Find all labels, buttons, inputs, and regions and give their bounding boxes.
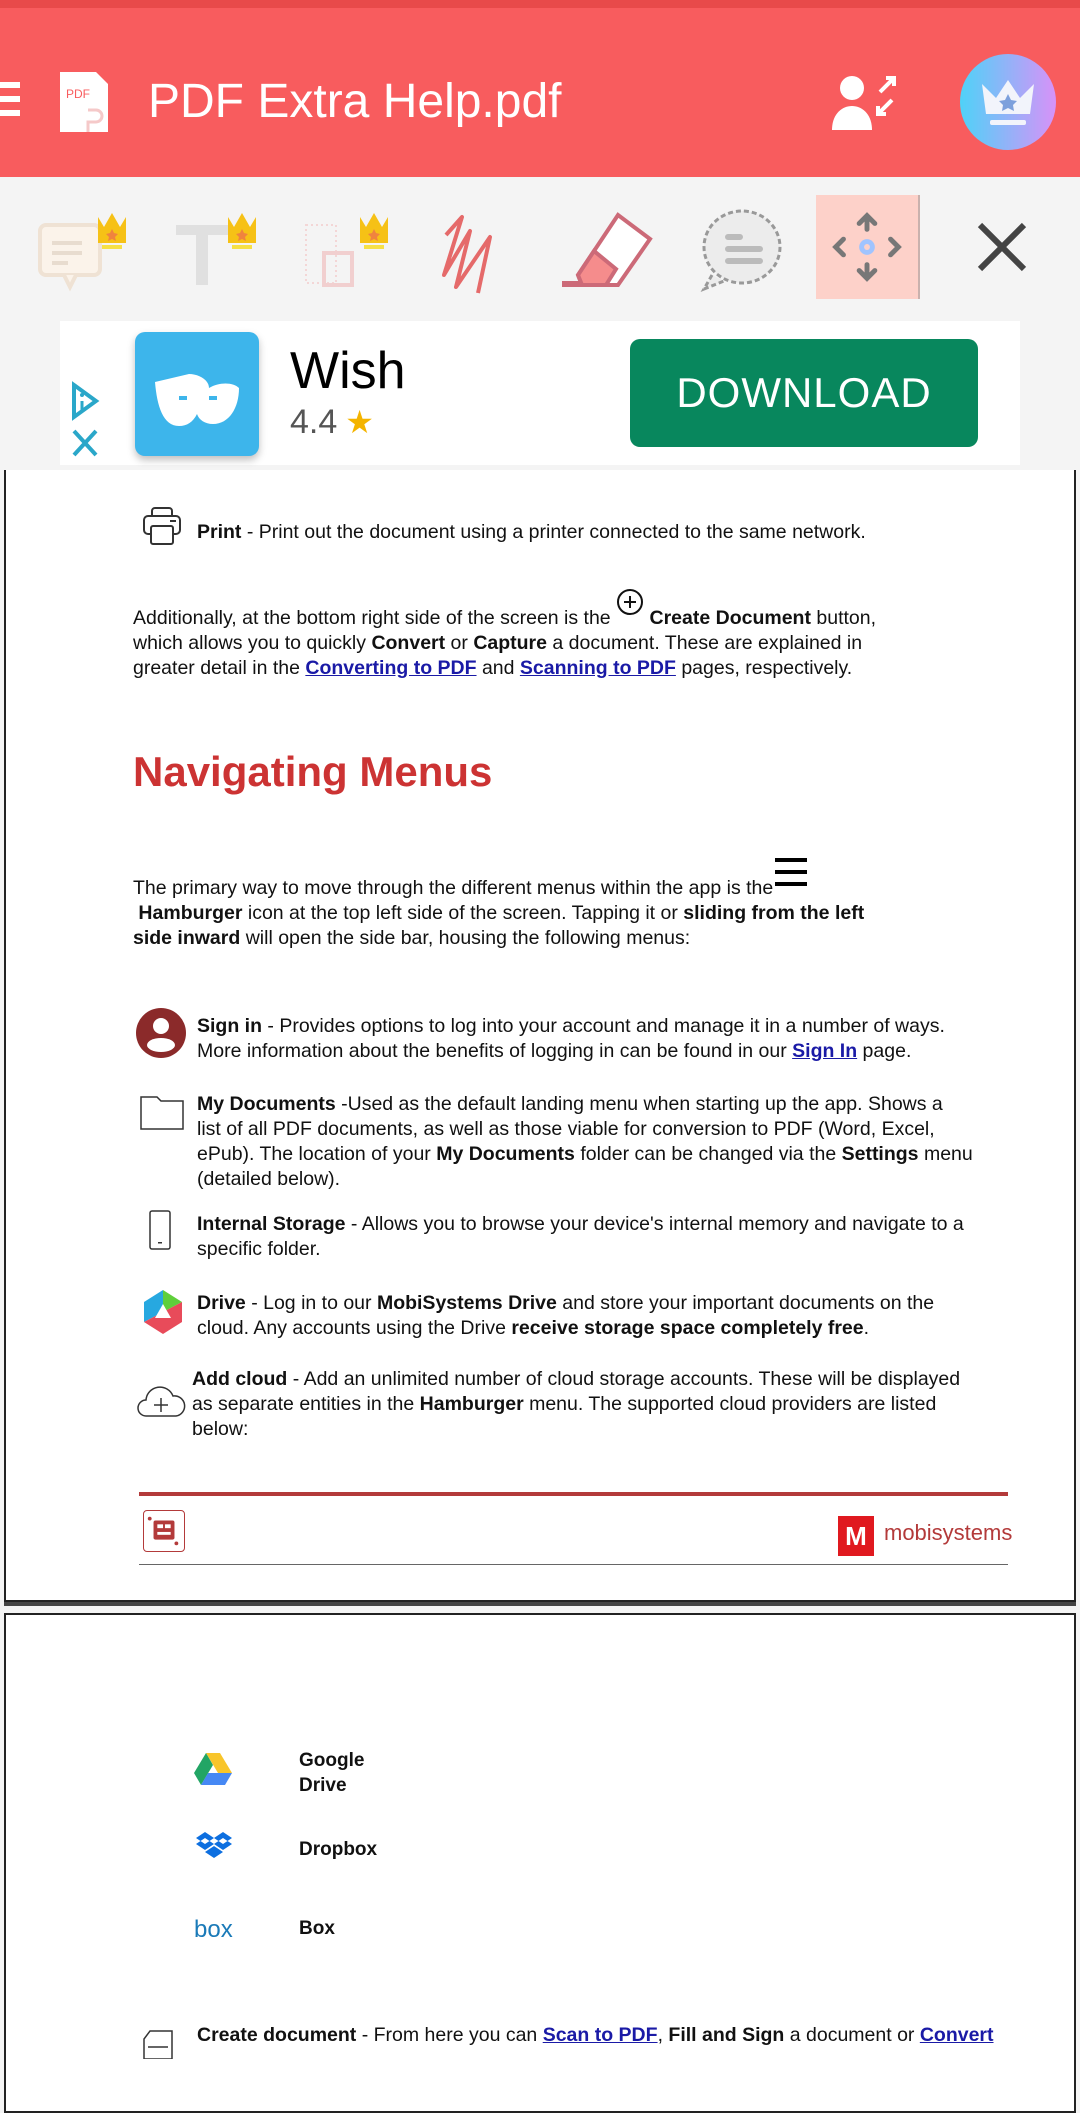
scanning-to-pdf-link[interactable]: Scanning to PDF (519, 657, 676, 679)
print-description: Print - Print out the document using a printer connected to the same network. (197, 521, 866, 543)
navigation-intro-paragraph: The primary way to move through the different menus within the app is the Hamburger icon at the top left side of the screen. Tapping it or sliding from the left side inward will open the side bar, housing the following menus: (133, 874, 963, 951)
phone-storage-icon (149, 1210, 171, 1250)
pdf-page-2 (4, 1613, 1076, 2113)
folder-icon (140, 1096, 184, 1130)
shape-tool-button[interactable] (294, 195, 398, 299)
note-tool-button[interactable] (30, 195, 134, 299)
eraser-tool-button[interactable] (558, 195, 662, 299)
add-cloud-icon (136, 1382, 186, 1418)
pdf-page (4, 470, 1076, 1602)
printer-icon (142, 506, 182, 546)
mobisystems-drive-icon (142, 1288, 184, 1336)
create-document-icon (142, 2029, 176, 2059)
provider-dropbox: Dropbox (299, 1839, 378, 1860)
share-account-icon[interactable] (830, 70, 900, 134)
premium-crown-button[interactable] (960, 54, 1056, 150)
document-title: PDF Extra Help.pdf (148, 75, 562, 128)
footer-line (139, 1564, 1008, 1565)
add-cloud-description: Add cloud - Add an unlimited number of cloud storage accounts. These will be displayed as separate entities in the Hamburger menu. The supported cloud providers are listed below: (192, 1368, 961, 1440)
pdf-extra-logo-icon (143, 1510, 185, 1552)
dropbox-icon (196, 1831, 232, 1865)
sign-in-description: Sign in - Provides options to log into your account and manage it in a number of ways. More information about the benefits of logging in can be found in our Sign In page. (197, 1015, 945, 1062)
ad-download-button[interactable]: DOWNLOAD (630, 339, 978, 447)
converting-to-pdf-link[interactable]: Converting to PDF (305, 657, 477, 679)
sign-in-link[interactable]: Sign In (792, 1040, 858, 1062)
comment-tool-button[interactable] (690, 195, 794, 299)
close-toolbar-button[interactable] (950, 195, 1054, 299)
convert-link[interactable]: Convert (919, 2024, 994, 2046)
star-icon: ★ (345, 404, 374, 440)
footer-divider (139, 1492, 1008, 1496)
ad-app-name: Wish (290, 342, 406, 400)
google-drive-icon (194, 1751, 232, 1785)
provider-box: Box (299, 1918, 335, 1939)
scan-to-pdf-link[interactable]: Scan to PDF (542, 2024, 658, 2046)
provider-google-drive: Google Drive (299, 1750, 365, 1796)
pdf-file-icon (58, 70, 110, 134)
account-circle-icon (136, 1008, 186, 1058)
adchoices-icon[interactable] (68, 381, 102, 459)
mobisystems-logo: M mobisystems (838, 1516, 1010, 1556)
my-documents-description: My Documents -Used as the default landing menu when starting up the app. Shows a list of all PDF documents, as well as those viable for conversion to PDF (Word, Excel, ePub). The location of your My Documents folder can be changed via the Settings menu (detailed below). (197, 1093, 973, 1190)
box-icon (194, 1917, 236, 1941)
internal-storage-description: Internal Storage - Allows you to browse your device's internal memory and navigate to a specific folder. (197, 1213, 964, 1260)
plus-circle-icon (616, 600, 644, 628)
status-bar (0, 0, 1080, 8)
create-document-description: Create document - From here you can Scan to PDF, Fill and Sign a document or Convert (197, 2024, 994, 2046)
create-document-paragraph: Additionally, at the bottom right side of the screen is the Create Document button, which allows you to quickly Convert or Capture a document. These are explained in greater detail in the Converting to PDF and Scanning to PDF pages, respectively. (133, 600, 953, 681)
drive-description: Drive - Log in to our MobiSystems Drive and store your important documents on the cloud. Any accounts using the Drive receive storage space completely free. (197, 1292, 935, 1339)
section-heading: Navigating Menus (133, 748, 493, 795)
mobisystems-m-icon: M (838, 1516, 874, 1556)
text-tool-button[interactable] (162, 195, 266, 299)
app-bar (0, 8, 1080, 177)
freehand-draw-tool-button[interactable] (426, 195, 530, 299)
hamburger-menu-button[interactable] (0, 82, 20, 122)
svg-text:box: box (194, 1917, 233, 1941)
svg-text:PDF: PDF (66, 87, 90, 101)
hamburger-icon (773, 874, 807, 894)
annotation-toolbar (0, 177, 1080, 317)
ad-rating: 4.4 ★ (290, 403, 374, 441)
wish-app-icon[interactable] (135, 332, 259, 456)
pan-tool-button[interactable] (816, 195, 920, 299)
ad-banner[interactable] (60, 321, 1020, 465)
